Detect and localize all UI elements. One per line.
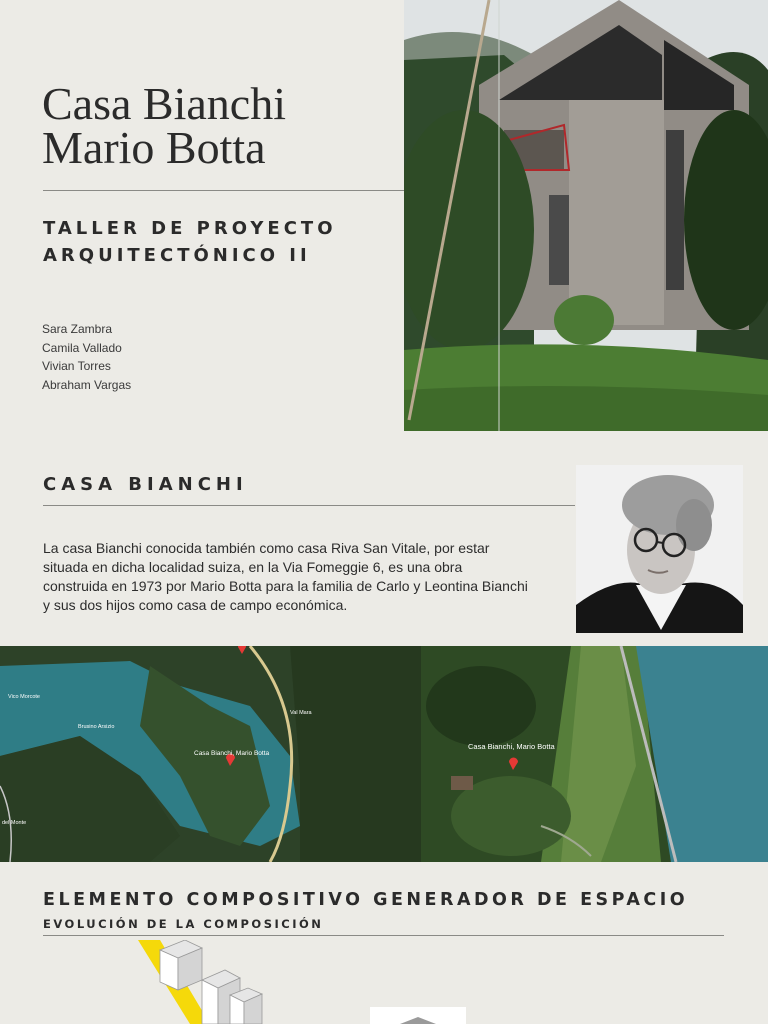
page-title	[42, 78, 392, 173]
satellite-map-region	[0, 646, 421, 862]
author-item: Sara Zambra	[42, 322, 113, 336]
map-place-label: del Monte	[2, 820, 27, 826]
composition-diagram-secondary	[370, 1007, 466, 1024]
map-marker-label: Casa Bianchi, Mario Botta	[468, 742, 555, 751]
author-item: Vivian Torres	[42, 359, 111, 373]
title-divider	[43, 190, 404, 191]
description-paragraph: La casa Bianchi conocida también como casa Riva San Vitale, por estar situada en dicha localidad suiza, en la Via Fomeggie 6, es una obra construida en 1973 por Mario Botta para la familia de Carlo y Leontina Bianchi y sus dos hijos como casa de campo económica.	[43, 540, 528, 613]
composition-subheading: EVOLUCIÓN DE LA COMPOSICIÓN	[43, 917, 324, 931]
author-item: Camila Vallado	[42, 340, 122, 355]
course-subtitle	[43, 215, 337, 269]
section-divider	[43, 505, 575, 506]
architect-portrait	[576, 465, 743, 633]
map-place-label: Brusino Arsizio	[78, 724, 115, 730]
map-marker-label: Casa Bianchi, Mario Botta	[194, 750, 270, 757]
satellite-map-site	[421, 646, 768, 862]
title-line-1: Casa Bianchi	[42, 78, 286, 129]
author-list	[42, 320, 131, 394]
subtitle-line-2: ARQUITECTÓNICO II	[43, 245, 311, 266]
composition-diagram	[130, 940, 280, 1024]
composition-divider	[43, 935, 724, 936]
author-item: Abraham Vargas	[42, 377, 132, 392]
building-photo	[404, 0, 768, 431]
subtitle-line-1: TALLER DE PROYECTO	[43, 218, 337, 239]
map-place-label: Vico Morcote	[8, 694, 40, 700]
section-heading: CASA BIANCHI	[43, 474, 248, 495]
map-place-label: Val Mara	[290, 710, 312, 716]
title-line-2: Mario Botta	[42, 122, 266, 173]
composition-heading: ELEMENTO COMPOSITIVO GENERADOR DE ESPACIO	[43, 890, 689, 910]
